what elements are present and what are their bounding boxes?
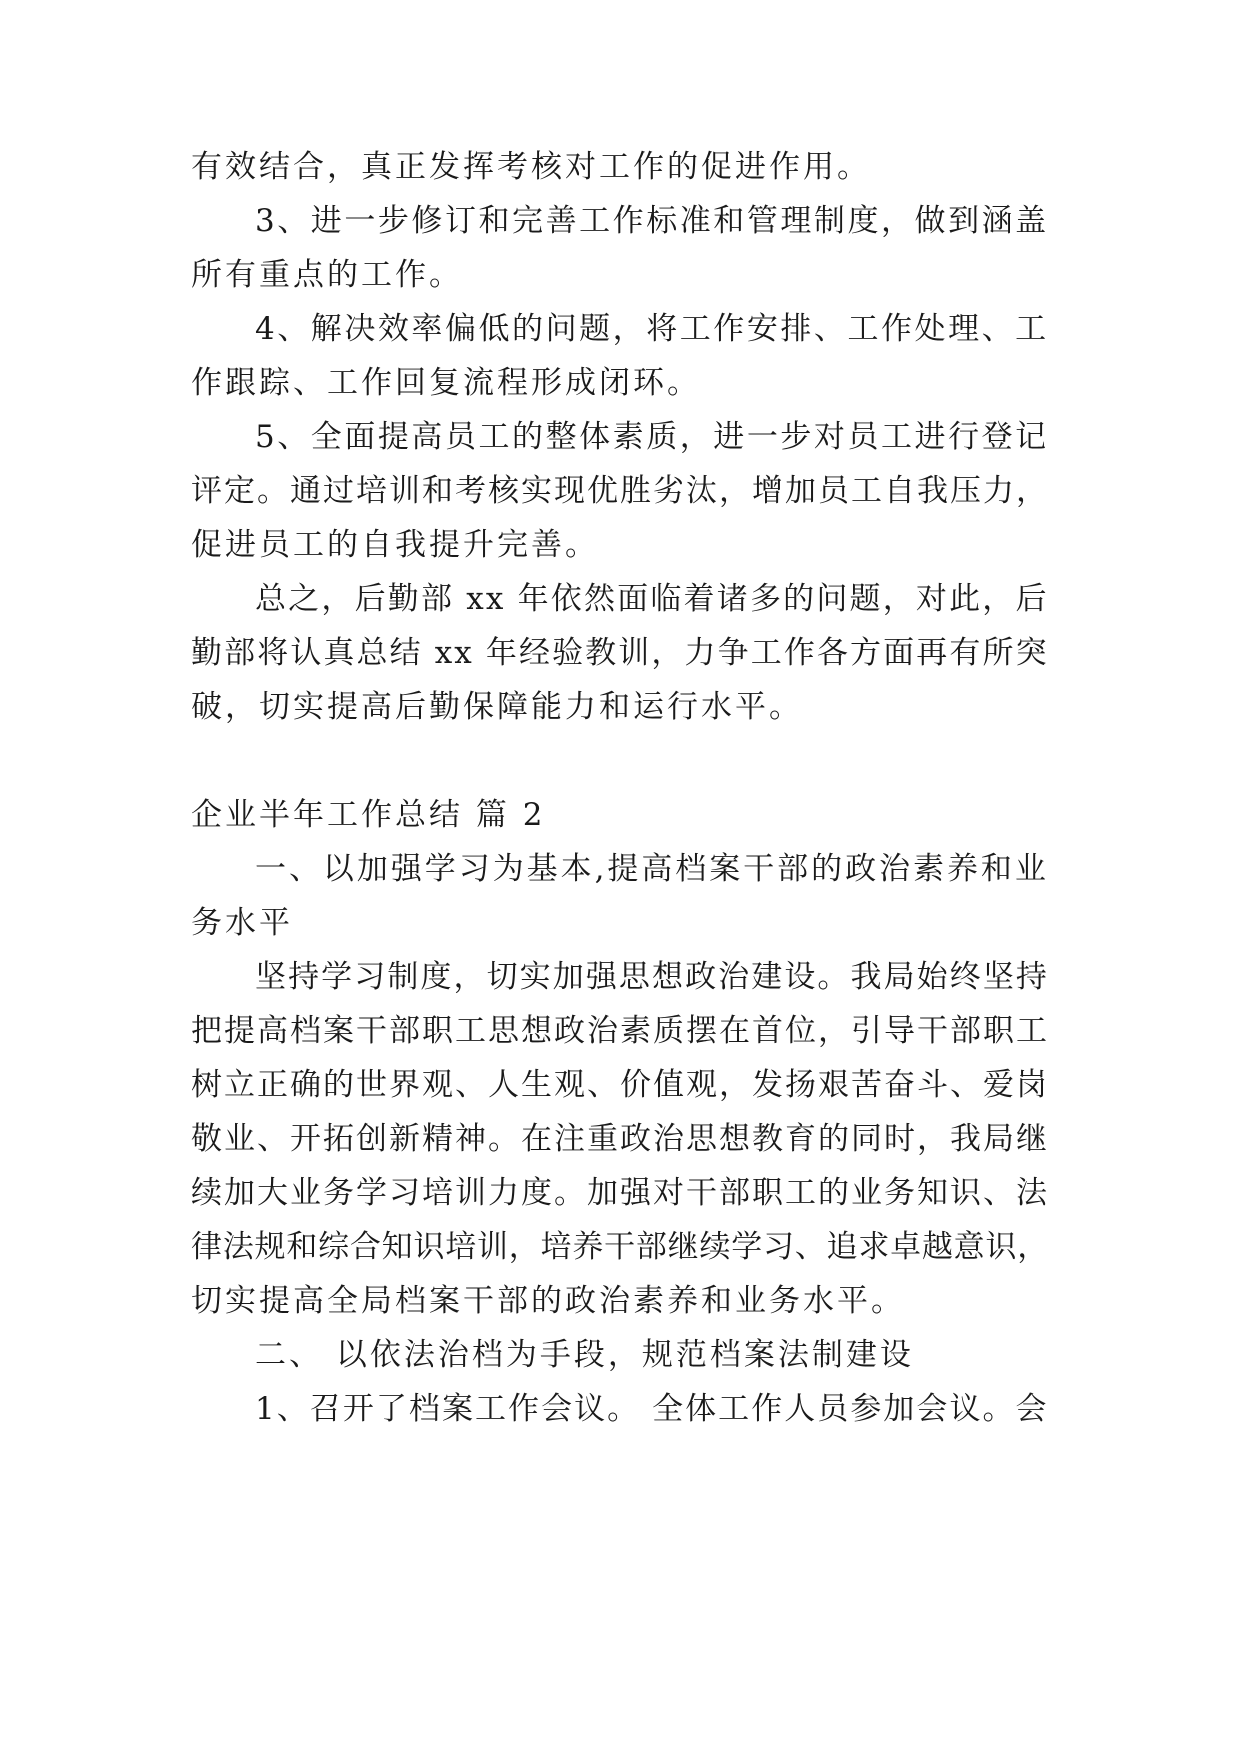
paragraph-1-line-4: 敬业、开拓创新精神。在注重政治思想教育的同时，我局继 — [191, 1121, 1049, 1157]
paragraph-1-line-1: 坚持学习制度，切实加强思想政治建设。我局始终坚持 — [255, 959, 1049, 995]
paragraph-1-line-7: 切实提高全局档案干部的政治素养和业务水平。 — [191, 1283, 905, 1319]
paragraph-1-line-2: 把提高档案干部职工思想政治素质摆在首位，引导干部职工 — [191, 1013, 1049, 1049]
paragraph-1-line-6: 律法规和综合知识培训，培养干部继续学习、追求卓越意识， — [191, 1229, 1049, 1265]
item-3-line-1: 3、进一步修订和完善工作标准和管理制度，做到涵盖 — [255, 203, 1049, 239]
item-1-line: 1、召开了档案工作会议。 全体工作人员参加会议。会 — [255, 1391, 1049, 1427]
conclusion-line-1: 总之，后勤部 xx 年依然面临着诸多的问题，对此，后 — [255, 581, 1049, 617]
continuation-line: 有效结合，真正发挥考核对工作的促进作用。 — [191, 149, 871, 185]
conclusion-line-2: 勤部将认真总结 xx 年经验教训，力争工作各方面再有所突 — [191, 635, 1049, 671]
item-5-line-1: 5、全面提高员工的整体素质，进一步对员工进行登记 — [255, 419, 1049, 455]
paragraph-1-line-5: 续加大业务学习培训力度。加强对干部职工的业务知识、法 — [191, 1175, 1049, 1211]
item-4-line-1: 4、解决效率偏低的问题，将工作安排、工作处理、工 — [255, 311, 1049, 347]
item-4-line-2: 作跟踪、工作回复流程形成闭环。 — [191, 365, 701, 401]
item-5-line-3: 促进员工的自我提升完善。 — [191, 527, 599, 563]
item-5-line-2: 评定。通过培训和考核实现优胜劣汰，增加员工自我压力， — [191, 473, 1049, 509]
section-title: 企业半年工作总结 篇 2 — [191, 797, 546, 833]
paragraph-1-line-3: 树立正确的世界观、人生观、价值观，发扬艰苦奋斗、爱岗 — [191, 1067, 1049, 1103]
conclusion-line-3: 破，切实提高后勤保障能力和运行水平。 — [191, 689, 803, 725]
heading-1-line-2: 务水平 — [191, 905, 293, 941]
item-3-line-2: 所有重点的工作。 — [191, 257, 463, 293]
heading-2: 二、 以依法治档为手段，规范档案法制建设 — [255, 1337, 914, 1373]
heading-1-line-1: 一、以加强学习为基本,提高档案干部的政治素养和业 — [255, 851, 1049, 887]
